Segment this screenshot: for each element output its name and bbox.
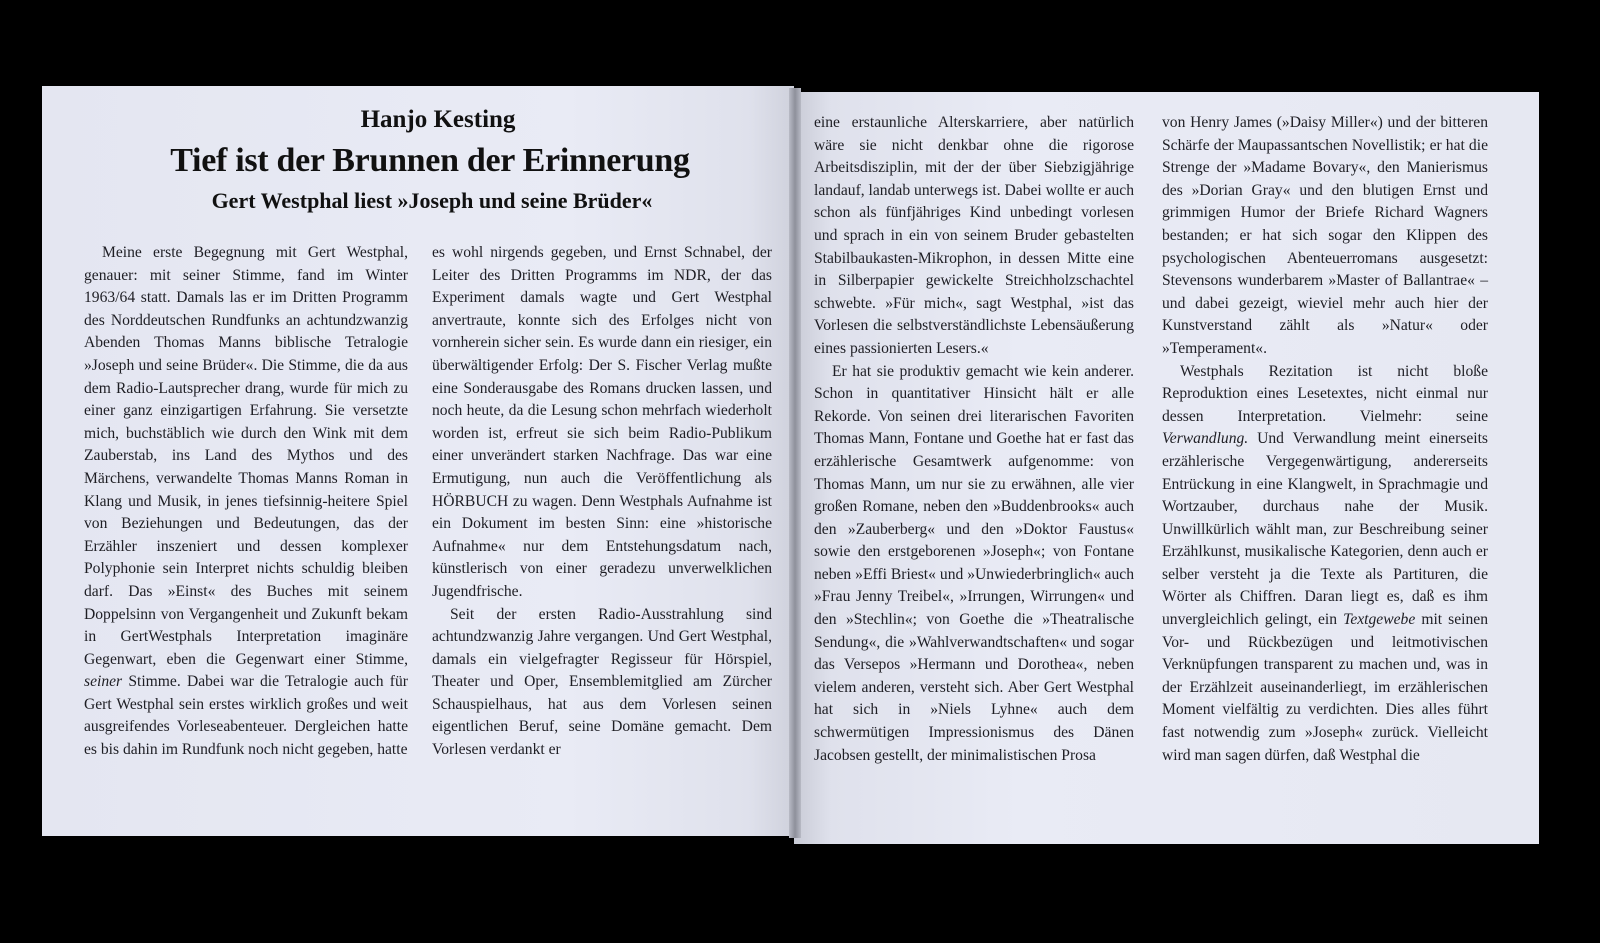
right-page-column-2 (1162, 112, 1488, 767)
left-page (42, 86, 794, 836)
article-title: Tief ist der Brunnen der Erinnerung (170, 142, 690, 179)
left-page-column-2 (432, 242, 772, 762)
paragraph: von Henry James (»Daisy Miller«) und der bitteren Schärfe der Maupassantschen Novellistik; er hat die Strenge der »Madame Bovary«, den Manierismus des »Dorian Gray« und den blutigen Ernst und grimmigen Humor der Briefe Richard Wagners bestanden; er hat sich sogar den Klippen des psychologischen Abenteuerromans ausgesetzt: Stevensons wunderbarem »Master of Ballantrae« – und dabei gezeigt, wieviel mehr auch hier der Kunstverstand zählt als »Natur« oder »Temperament«. (1162, 114, 1488, 357)
paragraph: Er hat sie produktiv gemacht wie kein anderer. Schon in quantitativer Hinsicht hält er alle Rekorde. Von seinen drei literarischen Favoriten Thomas Mann, Fontane und Goethe hat er fast das erzählerische Gesamtwerk aufgenomme: von Thomas Mann, um nur sie zu erwähnen, alle vier großen Romane, neben den »Buddenbrooks« auch den »Zauberberg« und den »Doktor Faustus« sowie den erstgeborenen »Joseph«; von Fontane neben »Effi Briest« und »Unwiederbringlich« auch »Frau Jenny Treibel«, »Irrungen, Wirrungen« und den »Stechlin«; von Goethe die »Theatralische Sendung«, die »Wahlverwandtschaften« und sogar das Versepos »Hermann und Dorothea«, neben vielem anderen, versteht sich. Aber Gert Westphal hat sich in »Niels Lyhne« auch dem schwermütigen Impressionismus des Dänen Jacobsen gestellt, der minimalistischen Prosa (814, 362, 1134, 764)
book-spine-gutter (789, 88, 801, 838)
paragraph: es wohl nirgends gegeben, und Ernst Schnabel, der Leiter des Dritten Programms im NDR, der das Experiment damals wagte und Gert Westphal anvertraute, konnte sich des Erfolges nicht von vornherein sicher sein. Es wurde dann ein riesiger, ein überwältigender Erfolg: Der S. Fischer Verlag mußte eine Sonderausgabe des Romans drucken lassen, und noch heute, da die Lesung schon mehrfach wiederholt worden ist, erfreut sie sich beim Radio-Publikum einer unverändert starken Nachfrage. Das war eine Ermutigung, nun auch die Veröffentlichung als HÖRBUCH zu wagen. Denn Westphals Aufnahme ist ein Dokument im besten Sinn: eine »historische Aufnahme« nur dem Entstehungsdatum nach, künstlerisch von einer geradezu unverwelklichen Jugendfrische. (432, 244, 772, 600)
emphasis-text: Textgewebe (1343, 611, 1416, 629)
paragraph: Meine erste Begegnung mit Gert Westphal, genauer: mit seiner Stimme, fand im Winter 1963/64 statt. Damals las er im Dritten Programm des Norddeutschen Rundfunks an achtundzwanzig Abenden Thomas Manns biblische Tetralogie »Joseph und seine Brüder«. Die Stimme, die da aus dem Radio-Lautsprecher drang, wurde für mich zu einer ganz einzigartigen Erfahrung. Sie versetzte mich, buchstäblich wie durch den Wink mit dem Zauberstab, ins Land des Mythos und des Märchens, verwandelte Thomas Manns Roman in Klang und Musik, in jenes tiefsinnig-heitere Spiel von Beziehungen und Bedeutungen, das der Erzähler inszeniert und dessen komplexer Polyphonie sein Interpret nichts schuldig bleiben darf. Das »Einst« des Buches mit seinem Doppelsinn von Vergangenheit und Zukunft bekam in GertWestphals Interpretation imaginäre Gegenwart, eben die Gegenwart einer Stimme, seiner Stimme. Dabei war die Tetralogie auch für Gert Westphal sein erstes wirklich großes und weit ausgreifendes Vorleseabenteuer. Dergleichen hatte es bis dahin im Rundfunk noch nicht gegeben, hatte (84, 244, 408, 759)
author-name: Hanjo Kesting (360, 106, 516, 133)
emphasis-text: Verwandlung. (1162, 430, 1249, 448)
right-page-column-1 (814, 112, 1134, 767)
left-page-column-1 (84, 242, 408, 762)
right-page (794, 92, 1539, 844)
article-subtitle: Gert Westphal liest »Joseph und seine Brüder« (211, 188, 653, 213)
paragraph: eine erstaunliche Alterskarriere, aber natürlich wäre sie nicht denkbar ohne die rigorose Arbeitsdisziplin, mit der der über Siebzigjährige landauf, landab unterwegs ist. Dabei wollte er auch schon als fünfjähriges Kind unbedingt vorlesen und sprach in ein von seinem Bruder gebastelten Stabilbaukasten-Mikrophon, in dessen Mitte eine in Silberpapier gewickelte Streichholzschachtel schwebte. »Für mich«, sagt Westphal, »ist das Vorlesen die selbstverständlichste Lebensäußerung eines passionierten Lesers.« (814, 114, 1134, 357)
paragraph: Westphals Rezitation ist nicht bloße Reproduktion eines Lesetextes, nicht einmal nur dessen Interpretation. Vielmehr: seine Verwandlung. Und Verwandlung meint einerseits erzählerische Vergegenwärtigung, andererseits Entrückung in eine Klangwelt, in Sprachmagie und Wortzauber, durchaus nahe der Musik. Unwillkürlich wählt man, zur Beschreibung seiner Erzählkunst, musikalische Kategorien, denn auch er selber versteht ja die Texte als Partituren, die Wörter als Chiffren. Daran liegt es, daß es ihm unvergleichlich gelingt, ein Textgewebe mit seinen Vor- und Rückbezügen und leitmotivischen Verknüpfungen transparent zu machen und, was in der Erzählzeit auseinanderliegt, im erzählerischen Moment vielfältig zu verdichten. Dies alles führt fast notwendig zum »Joseph« zurück. Vielleicht wird man sagen dürfen, daß Westphal die (1162, 362, 1488, 764)
emphasis-text: seiner (84, 673, 123, 691)
paragraph: Seit der ersten Radio-Ausstrahlung sind achtundzwanzig Jahre vergangen. Und Gert Westphal, damals ein vielgefragter Regisseur für Hörspiel, Theater und Oper, Ensemblemitglied am Zürcher Schauspielhaus, hat aus dem Vorlesen seinen eigentlichen Beruf, seine Domäne gemacht. Dem Vorlesen verdankt er (432, 605, 772, 759)
